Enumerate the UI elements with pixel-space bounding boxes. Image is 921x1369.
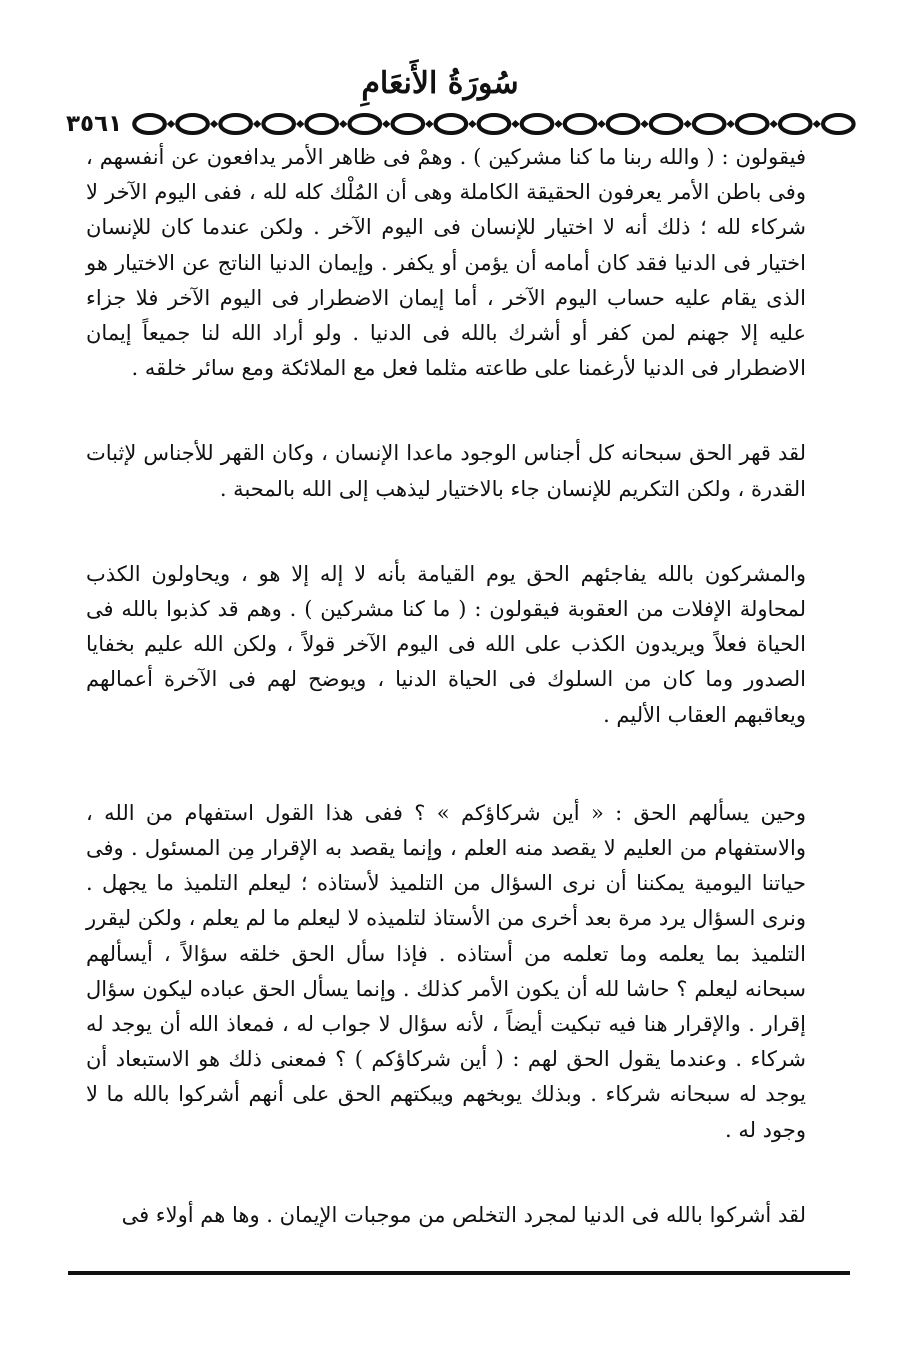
- surah-title: سُورَةُ الأَنعَامِ: [361, 66, 519, 101]
- chain-ornament-icon: [128, 108, 860, 140]
- paragraph-1: فيقولون : ( والله ربنا ما كنا مشركين ) . وهمْ فى ظاهر الأمر يدافعون عن أنفسهم ، وفى باطن الأمر يعرفون الحقيقة الكاملة وهى أن المُلْك كله لله ، ففى اليوم الآخر لا شركاء لله ؛ ذلك أنه لا اختيار للإنسان فى اليوم الآخر . ولكن عندما كان للإنسان اختيار فى الدنيا فقد كان أمامه أن يؤمن أو يكفر . وإيمان الدنيا الناتج عن الاختيار هو الذى يقام عليه حساب اليوم الآخر ، أما إيمان الاضطرار فى اليوم الآخر فلا جزاء عليه إلا جهنم لمن كفر أو أشرك بالله فى الدنيا . ولو أراد الله لنا جميعاً إيمان الاضطرار فى الدنيا لأرغمنا على طاعته مثلما فعل مع الملائكة ومع سائر خلقه .: [86, 145, 806, 381]
- page-number: ٣٥٦١: [66, 111, 123, 137]
- page-body: [86, 140, 806, 1233]
- paragraph-4: وحين يسألهم الحق : « أين شركاؤكم » ؟ ففى هذا القول استفهام من الله ، والاستفهام من العليم لا يقصد منه العلم ، وإنما يقصد به الإقرار مِن المسئول . وفى حياتنا اليومية يمكننا أن نرى السؤال من التلميذ لأستاذه ؛ ليعلم التلميذ ما يجهل . ونرى السؤال يرد مرة بعد أخرى من الأستاذ لتلميذه لا ليعلم ما لم يعلم ، ولكن ليقرر التلميذ بما يعلمه وما تعلمه من أستاذه . فإذا سأل الحق خلقه سؤالاً ، أيسألهم سبحانه ليعلم ؟ حاشا لله أن يكون الأمر كذلك . وإنما يسأل الحق عباده ليكون سؤال إقرار . والإقرار هنا فيه تبكيت أيضاً ، لأنه سؤال لا جواب له ، فمعاذ الله أن يوجد له شركاء . وعندما يقول الحق لهم : ( أين شركاؤكم ) ؟ فمعنى ذلك هو الاستبعاد أن يوجد له سبحانه شركاء . وبذلك يوبخهم ويبكتهم الحق على أنهم أشركوا بالله ما لا وجود له .: [86, 800, 806, 1142]
- paragraph-5: لقد أشركوا بالله فى الدنيا لمجرد التخلص من موجبات الإيمان . وها هم أولاء فى: [121, 1202, 806, 1227]
- header-ornament-row: [60, 108, 860, 140]
- bottom-rule: [68, 1271, 850, 1275]
- paragraph-3: والمشركون بالله يفاجئهم الحق يوم القيامة بأنه لا إله إلا هو ، ويحاولون الكذب لمحاولة الإفلات من العقوبة فيقولون : ( ما كنا مشركين ) . وهم قد كذبوا بالله فى الحياة فعلاً ويريدون الكذب على الله فى اليوم الآخر قولاً ، ولكن الله عليم بخفايا الصدور وما كان من السلوك فى الحياة الدنيا ، ويوضح لهم فى الآخرة أعمالهم ويعاقبهم العقاب الأليم .: [86, 561, 806, 727]
- paragraph-2: لقد قهر الحق سبحانه كل أجناس الوجود ماعدا الإنسان ، وكان القهر للأجناس لإثبات القدرة ، ولكن التكريم للإنسان جاء بالاختيار ليذهب إلى الله بالمحبة .: [86, 441, 806, 501]
